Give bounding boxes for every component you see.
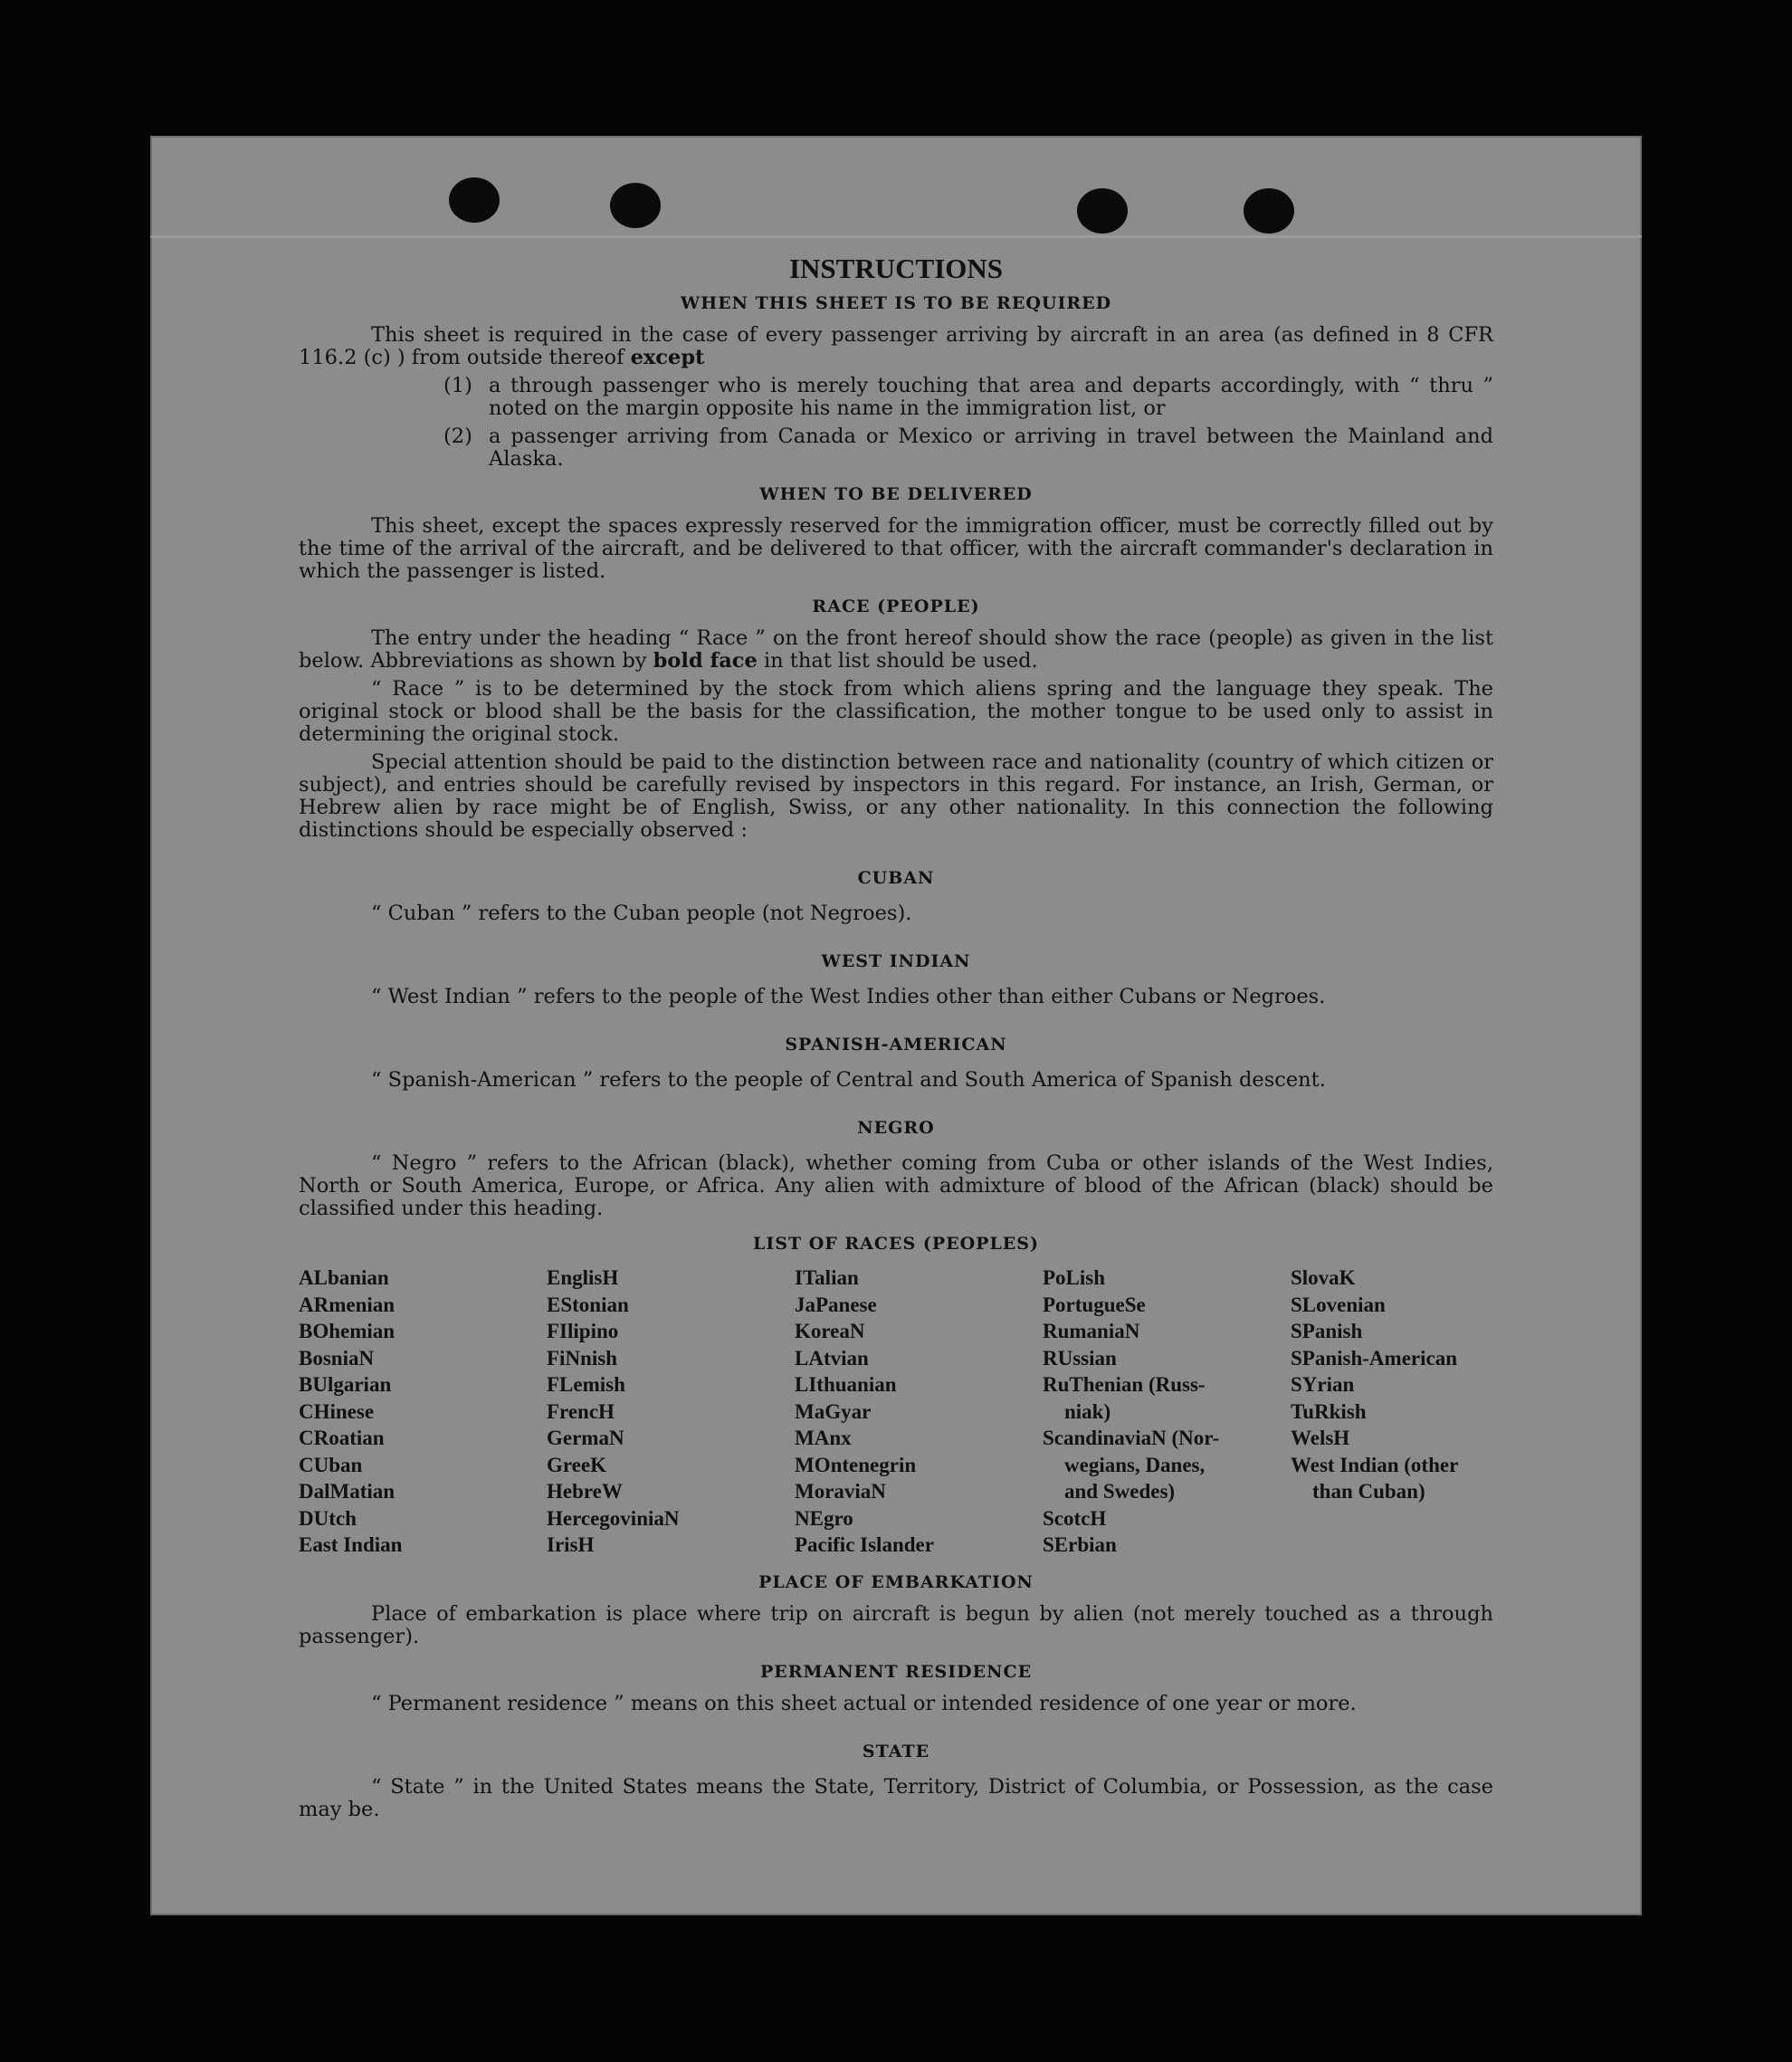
- paragraph-embarkation: Place of embarkation is place where trip on aircraft is begun by alien (not merely touched as a through passenger).: [299, 1601, 1493, 1648]
- paragraph-when-delivered: This sheet, except the spaces expressly reserved for the immigration officer, must be correctly filled out by the time of the arrival of the aircraft, and be delivered to that officer, with the aircraft commander's declaration in which the passenger is listed.: [299, 514, 1493, 583]
- race-entry: ITalian: [795, 1266, 859, 1289]
- race-entry: ScandinaviaN (Nor-: [1043, 1427, 1220, 1449]
- paragraph-permanent-residence: “ Permanent residence ” means on this sheet actual or intended residence of one year or more.: [371, 1691, 1357, 1715]
- list-item: [443, 375, 1493, 420]
- paragraph-race-2: “ Race ” is to be determined by the stock from which aliens spring and the language they speak. The original stock or blood shall be the basis for the classification, the mother tongue to be used only to assist in determining the original stock.: [299, 677, 1493, 746]
- races-list: [299, 1265, 1493, 1559]
- race-entry: JaPanese: [795, 1293, 877, 1316]
- race-entry: DalMatian: [299, 1480, 396, 1503]
- race-entry: EStonian: [547, 1293, 629, 1316]
- race-entry: East Indian: [299, 1533, 403, 1556]
- race-entry-continued: and Swedes): [1064, 1480, 1176, 1503]
- heading-permanent-residence: PERMANENT RESIDENCE: [759, 1661, 1033, 1682]
- race-entry: CRoatian: [299, 1427, 385, 1449]
- race-entry: SErbian: [1043, 1533, 1117, 1556]
- heading-list-of-races: LIST OF RACES (PEOPLES): [753, 1234, 1039, 1254]
- punch-hole: [610, 183, 661, 228]
- heading-when-delivered: WHEN TO BE DELIVERED: [759, 484, 1033, 504]
- paragraph-race-1: [299, 627, 1493, 673]
- race-entry: BUlgarian: [299, 1373, 392, 1396]
- item-text: a through passenger who is merely touching that area and departs accordingly, with “ thru ” noted on the margin opposite his name in the immigration list, or: [489, 374, 1493, 420]
- race-entry: PortugueSe: [1043, 1293, 1146, 1316]
- race-entry: RUssian: [1043, 1346, 1117, 1370]
- race-entry: FrencH: [547, 1399, 615, 1423]
- race-entry: BOhemian: [299, 1320, 396, 1342]
- race-entry: KoreaN: [795, 1320, 865, 1342]
- race-entry: MAnx: [795, 1427, 852, 1449]
- punch-hole: [1077, 188, 1128, 234]
- race-entry: SYrian: [1291, 1373, 1355, 1396]
- race-entry: ARmenian: [299, 1293, 396, 1316]
- race-entry: GreeK: [547, 1453, 606, 1476]
- race-entry: NEgro: [795, 1506, 853, 1530]
- paragraph-west-indian: “ West Indian ” refers to the people of the West Indies other than either Cubans or Negroes.: [371, 985, 1326, 1008]
- heading-state: STATE: [862, 1741, 930, 1761]
- heading-when-required: WHEN THIS SHEET IS TO BE REQUIRED: [680, 293, 1112, 313]
- race-entry: LIthuanian: [795, 1373, 897, 1396]
- race-p1-a: The entry under the heading “ Race ” on the front hereof should show the race (people) as given in the list below. Abbreviations as shown by: [299, 626, 1493, 673]
- paragraph-when-required: [299, 324, 1493, 369]
- race-entry: CHinese: [299, 1399, 375, 1423]
- race-entry: West Indian (other: [1291, 1453, 1459, 1476]
- race-entry: EnglisH: [547, 1266, 619, 1289]
- race-entry: MOntenegrin: [795, 1453, 917, 1476]
- intro-text: This sheet is required in the case of every passenger arriving by aircraft in an area (as defined in 8 CFR 116.2 (c) ) from outside thereof: [299, 323, 1493, 369]
- paragraph-state: “ State ” in the United States means the State, Territory, District of Columbia, or Possession, as the case may be.: [299, 1774, 1493, 1821]
- heading-race: RACE (PEOPLE): [812, 597, 980, 616]
- race-entry: BosniaN: [299, 1346, 375, 1370]
- item-number: (2): [443, 425, 472, 448]
- race-entry-continued: than Cuban): [1312, 1480, 1425, 1503]
- race-entry: TuRkish: [1291, 1399, 1367, 1423]
- race-entry: HercegoviniaN: [547, 1506, 680, 1530]
- race-entry: RumaniaN: [1043, 1320, 1140, 1342]
- punch-hole: [1244, 188, 1294, 234]
- race-entry: RuThenian (Russ-: [1043, 1373, 1206, 1396]
- fold-line: [150, 235, 1642, 238]
- races-column: [1043, 1265, 1291, 1559]
- race-entry: GermaN: [547, 1427, 624, 1449]
- race-entry: DUtch: [299, 1506, 357, 1530]
- race-entry: ScotcH: [1043, 1506, 1107, 1530]
- instructions-content: [299, 253, 1493, 1827]
- heading-spanish-american: SPANISH-AMERICAN: [785, 1035, 1007, 1055]
- heading-west-indian: WEST INDIAN: [821, 951, 971, 971]
- intro-bold: except: [630, 346, 705, 369]
- race-entry: MaGyar: [795, 1399, 872, 1423]
- race-entry: IrisH: [547, 1533, 595, 1556]
- race-entry-continued: wegians, Danes,: [1064, 1453, 1206, 1476]
- item-text: a passenger arriving from Canada or Mexico or arriving in travel between the Mainland and Alaska.: [489, 425, 1493, 471]
- race-entry: FIlipino: [547, 1320, 619, 1342]
- item-number: (1): [443, 374, 472, 397]
- race-entry: WelsH: [1291, 1427, 1350, 1449]
- races-column: [1291, 1265, 1539, 1559]
- race-entry: FLemish: [547, 1373, 625, 1396]
- races-column: [795, 1265, 1043, 1559]
- race-entry: SPanish: [1291, 1320, 1363, 1342]
- race-entry: SPanish-American: [1291, 1346, 1457, 1370]
- paragraph-race-3: Special attention should be paid to the distinction between race and nationality (country of which citizen or subject), and entries should be carefully revised by inspectors in this regard. For instance, an Irish, German, or Hebrew alien by race might be of English, Swiss, or any other nationality. In this connection the following distinctions should be especially observed :: [299, 750, 1493, 842]
- race-entry: MoraviaN: [795, 1480, 886, 1503]
- paragraph-negro: “ Negro ” refers to the African (black), whether coming from Cuba or other islands of the West Indies, North or South America, Europe, or Africa. Any alien with admixture of blood of the African (black) should be classified under this heading.: [299, 1151, 1493, 1220]
- race-entry: SlovaK: [1291, 1266, 1356, 1289]
- list-item: [443, 425, 1493, 471]
- heading-cuban: CUBAN: [857, 868, 935, 888]
- race-entry: PoLish: [1043, 1266, 1106, 1289]
- race-entry: CUban: [299, 1453, 363, 1476]
- paragraph-cuban: “ Cuban ” refers to the Cuban people (not Negroes).: [371, 902, 912, 925]
- paragraph-spanish-american: “ Spanish-American ” refers to the people of Central and South America of Spanish descent.: [371, 1068, 1326, 1092]
- race-entry: FiNnish: [547, 1346, 617, 1370]
- heading-embarkation: PLACE OF EMBARKATION: [758, 1571, 1034, 1592]
- page-title: INSTRUCTIONS: [788, 253, 1003, 284]
- race-p1-bold: bold face: [653, 649, 758, 673]
- race-entry: Pacific Islander: [795, 1533, 934, 1556]
- race-entry: LAtvian: [795, 1346, 869, 1370]
- race-entry: SLovenian: [1291, 1293, 1386, 1316]
- race-entry: ALbanian: [299, 1266, 389, 1289]
- races-column: [547, 1265, 795, 1559]
- races-column: [299, 1265, 547, 1559]
- document-sheet: [150, 136, 1642, 1915]
- race-entry-continued: niak): [1064, 1399, 1111, 1423]
- race-p1-b: in that list should be used.: [763, 649, 1038, 673]
- heading-negro: NEGRO: [857, 1118, 935, 1138]
- race-entry: HebreW: [547, 1480, 623, 1503]
- punch-hole: [449, 177, 500, 223]
